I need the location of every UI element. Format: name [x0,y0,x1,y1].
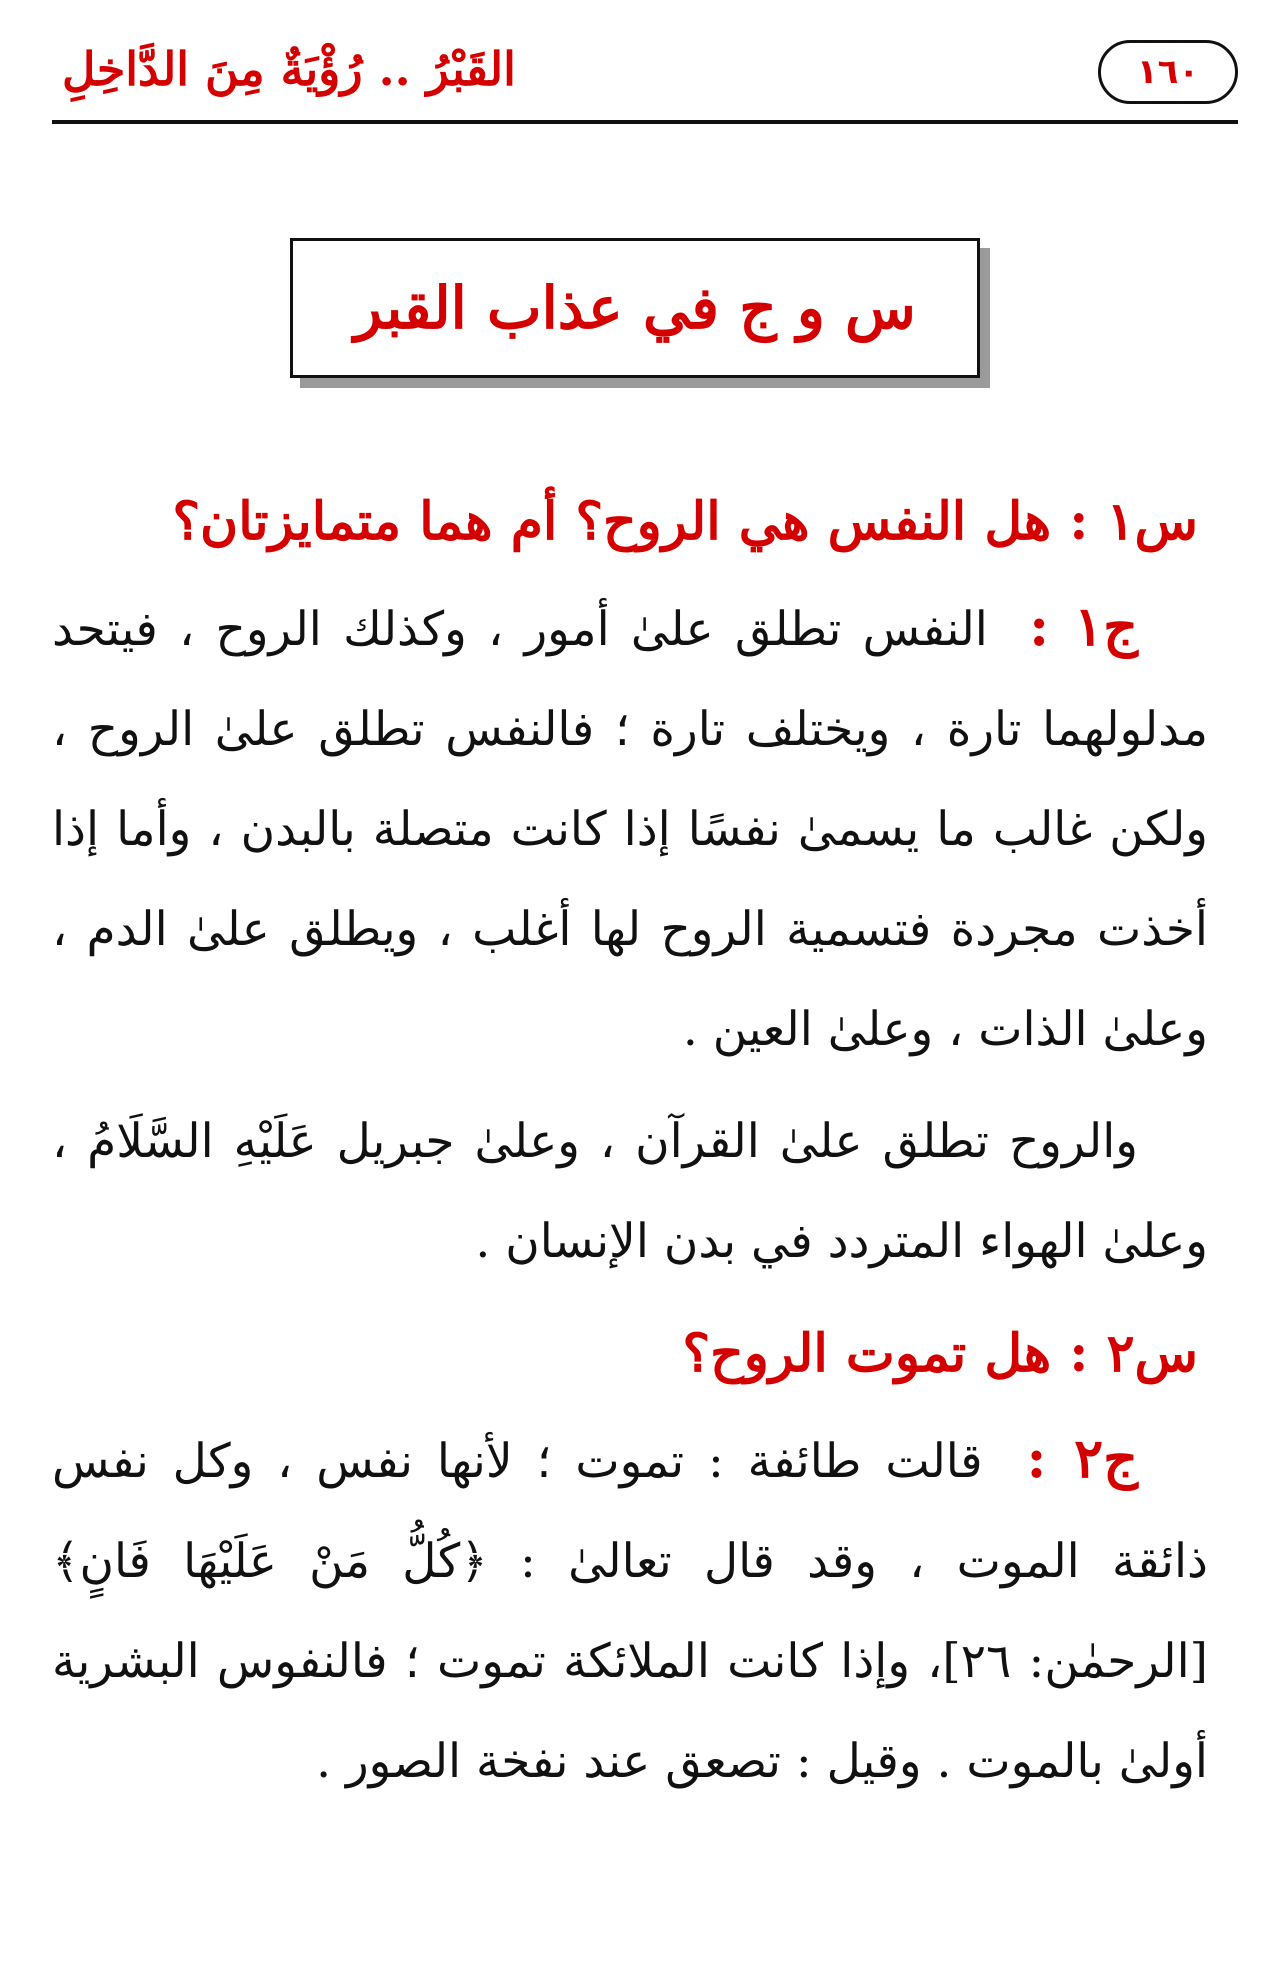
answer-1-text-1: النفس تطلق علىٰ أمور ، وكذلك الروح ، فيتحد مدلولهما تارة ، ويختلف تارة ؛ فالنفس تطلق علىٰ الروح ، ولكن غالب ما يسمىٰ نفسًا إذا كانت متصلة بالبدن ، وأما إذا أخذت مجردة فتسمية الروح لها أغلب ، ويطلق علىٰ الدم ، وعلىٰ الذات ، وعلىٰ العين . [52,602,1208,1057]
answer-2-label: ج٢ : [1026,1426,1138,1490]
running-title: القَبْرُ .. رُؤْيَةٌ مِنَ الدَّاخِلِ [62,42,516,96]
chapter-title-box [290,238,980,378]
spacer [52,1396,1208,1408]
question-2-label: س٢ : [1069,1323,1198,1384]
question-1-text: هل النفس هي الروح؟ أم هما متمايزتان؟ [172,491,1052,552]
question-1-label: س١ : [1069,491,1198,552]
question-1 [52,480,1208,564]
answer-1-paragraph-2: والروح تطلق علىٰ القرآن ، وعلىٰ جبريل عَلَيْهِ السَّلَامُ ، وعلىٰ الهواء المتردد في بدن الإنسان . [52,1114,1208,1269]
header-rule [52,120,1238,124]
page-header [52,38,1238,128]
page-number: ١٦٠ [1098,40,1238,104]
answer-2-paragraph-1 [52,1408,1208,1812]
chapter-title: س و ج في عذاب القبر [354,274,916,342]
answer-1-paragraph-1 [52,576,1208,1080]
answer-1-label: ج١ : [1029,594,1138,658]
answer-2-text-1: قالت طائفة : تموت ؛ لأنها نفس ، وكل نفس ذائقة الموت ، وقد قال تعالىٰ : ﴿كُلُّ مَنْ عَلَيْهَا فَانٍ﴾ [الرحمٰن: ٢٦]، وإذا كانت الملائكة تموت ؛ فالنفوس البشرية أولىٰ بالموت . وقيل : تصعق عند نفخة الصور . [52,1434,1208,1789]
question-2 [52,1312,1208,1396]
spacer [52,1080,1208,1092]
spacer [52,1292,1208,1312]
page-content [52,480,1208,1812]
question-2-text: هل تموت الروح؟ [682,1323,1052,1384]
spacer [52,564,1208,576]
